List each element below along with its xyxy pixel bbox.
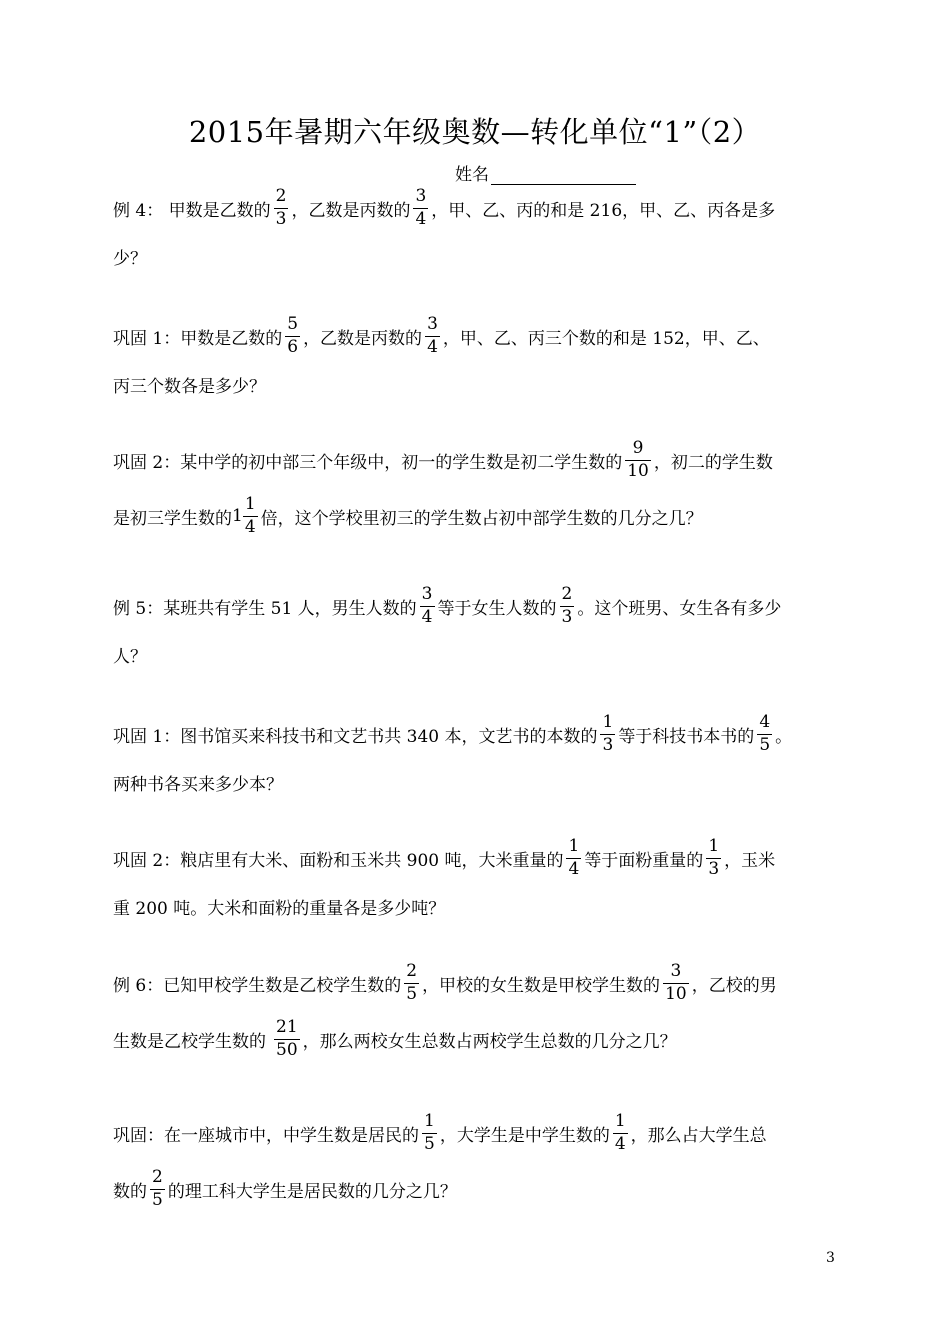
fraction: $\frac{2}{5}$: [406, 960, 418, 1004]
name-label: 姓名: [455, 165, 489, 185]
text: 例 4： 甲数是乙数的: [113, 200, 271, 221]
fraction: $\frac{2}{3}$: [275, 185, 287, 229]
fraction: $\frac{3}{4}$: [427, 313, 438, 357]
text: 生数是乙校学生数的: [113, 1031, 266, 1052]
text: 是初三学生数的: [113, 508, 232, 529]
text: 。这个班男、女生各有多少: [577, 598, 782, 619]
text: 。: [775, 726, 793, 747]
text: 重 200 吨。大米和面粉的重量各是多少吨？: [113, 898, 446, 919]
exercise-1b: [113, 706, 843, 802]
fraction: $\frac{3}{10}$: [665, 960, 687, 1004]
text: 数的: [113, 1181, 147, 1202]
text: 例 5：某班共有学生 51 人，男生人数的: [113, 598, 417, 619]
fraction: $\frac{2}{5}$: [152, 1166, 163, 1210]
text: ，乙校的男: [691, 975, 777, 996]
text: 的理工科大学生是居民数的几分之几？: [167, 1181, 457, 1202]
text: ，玉米: [724, 850, 776, 871]
exercise-2a: [113, 432, 843, 544]
fraction: $\frac{4}{5}$: [759, 711, 771, 755]
text: 巩固 1：甲数是乙数的: [113, 328, 283, 349]
fraction: $\frac{3}{4}$: [415, 185, 427, 229]
text: ，甲、乙、丙的和是 216，甲、乙、丙各是多: [431, 200, 776, 221]
fraction: $\frac{1}{3}$: [708, 835, 720, 879]
fraction: $\frac{2}{3}$: [561, 583, 573, 627]
fraction: $\frac{1}{4}$: [614, 1110, 626, 1154]
example-4: [113, 180, 843, 276]
page-title: 2015年暑期六年级奥数—转化单位“1”（2）: [188, 115, 762, 149]
text: 倍，这个学校里初三的学生数占初中部学生数的几分之几？: [260, 508, 703, 529]
text: ，乙数是丙数的: [291, 200, 411, 221]
text: 例 6：已知甲校学生数是乙校学生数的: [113, 975, 402, 996]
text: 巩固 2：粮店里有大米、面粉和玉米共 900 吨，大米重量的: [113, 850, 564, 871]
text: 两种书各买来多少本？: [113, 774, 283, 795]
text: ，那么两校女生总数占两校学生总数的几分之几？: [302, 1031, 677, 1052]
fraction: $\frac{3}{4}$: [421, 583, 433, 627]
text: ，乙数是丙数的: [303, 328, 423, 349]
fraction: $\frac{1}{4}$: [568, 835, 580, 879]
fraction: $\frac{1}{3}$: [602, 711, 614, 755]
mixed-number: 1 $\frac{1}{4}$: [232, 493, 256, 537]
fraction: $\frac{1}{5}$: [424, 1110, 435, 1154]
text: ，那么占大学生总: [630, 1125, 767, 1146]
example-5: [113, 578, 843, 674]
text: 丙三个数各是多少？: [113, 376, 266, 397]
text: 人？: [113, 646, 147, 667]
text: 等于面粉重量的: [584, 850, 704, 871]
text: 巩固：在一座城市中，中学生数是居民的: [113, 1125, 419, 1146]
exercise-2b: [113, 830, 843, 926]
text: ，大学生是中学生数的: [439, 1125, 610, 1146]
text: ，初二的学生数: [653, 452, 773, 473]
text: 等于科技书本书的: [618, 726, 755, 747]
fraction: $\frac{5}{6}$: [287, 313, 299, 357]
exercise-3: [113, 1105, 843, 1217]
page-number: 3: [826, 1250, 835, 1266]
text: 少？: [113, 248, 147, 269]
text: 巩固 1：图书馆买来科技书和文艺书共 340 本，文艺书的本数的: [113, 726, 598, 747]
text: ，甲、乙、丙三个数的和是 152，甲、乙、: [442, 328, 770, 349]
fraction: $\frac{9}{10}$: [627, 437, 649, 481]
text: ，甲校的女生数是甲校学生数的: [422, 975, 661, 996]
fraction: $\frac{21}{50}$: [276, 1016, 298, 1060]
example-6: [113, 955, 843, 1067]
text: 巩固 2：某中学的初中部三个年级中，初一的学生数是初二学生数的: [113, 452, 623, 473]
text: 等于女生人数的: [437, 598, 557, 619]
exercise-1a: [113, 308, 843, 404]
